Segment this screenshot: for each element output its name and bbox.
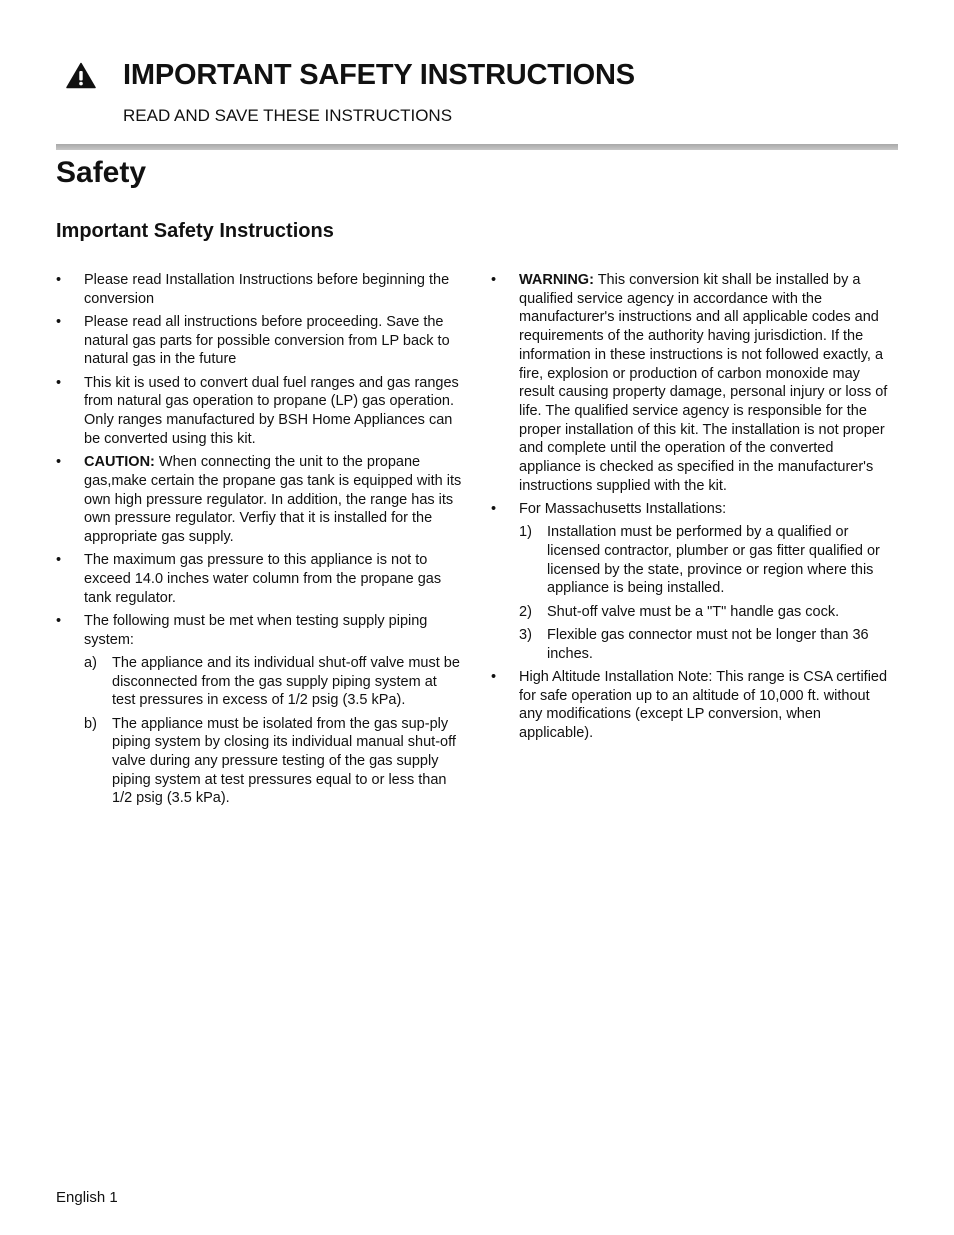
item-text: Shut-off valve must be a "T" handle gas cock.: [547, 603, 840, 620]
item-marker: a): [84, 654, 97, 671]
section-subheading: Important Safety Instructions: [56, 220, 334, 242]
item-text: The appliance must be isolated from the gas sup-ply piping system by closing its individual manual shut-off valve during any pressure testing of the gas supply piping system at test pressures equal to or less than 1/2 psig (3.5 kPa).: [112, 715, 456, 807]
right-column: [491, 271, 897, 747]
item-marker: 3): [519, 627, 532, 644]
item-text: High Altitude Installation Note: This range is CSA certified for safe operation up to an altitude of 10,000 ft. without any modifications (except LP conversion, when applicable).: [519, 669, 888, 742]
page-footer: English 1: [56, 1189, 118, 1206]
item-text: This conversion kit shall be installed by a qualified service agency in accordance with the manufacturer's instructions and all applicable codes and requirements of the authority having jurisdiction. If the information in these instructions is not followed exactly, a fire, explosion or production of carbon monoxide may result causing property damage, personal injury or loss of life. The qualified service agency is responsible for the proper installation of this kit. The installation is not proper and complete until the operation of the converted appliance is checked as specified in the manufacturer's instructions supplied with the kit.: [519, 272, 888, 494]
section-title: Safety: [56, 156, 147, 189]
list-item: [491, 271, 897, 495]
list-item: [56, 612, 462, 808]
list-item: [56, 551, 462, 607]
list-item: [56, 453, 462, 547]
page-subtitle: READ AND SAVE THESE INSTRUCTIONS: [123, 106, 453, 125]
sub-list-item: [519, 603, 897, 622]
item-text: The following must be met when testing supply piping system:: [84, 612, 428, 648]
left-column: [56, 271, 462, 813]
sub-list-item: [519, 523, 897, 598]
list-item: [491, 668, 897, 743]
warning-triangle-icon: [66, 62, 96, 89]
item-text: The maximum gas pressure to this appliance is not to exceed 14.0 inches water column from the propane gas tank regulator.: [84, 552, 442, 606]
item-marker: 2): [519, 603, 532, 620]
item-text: For Massachusetts Installations:: [519, 501, 727, 518]
item-text: Flexible gas connector must not be longer than 36 inches.: [547, 627, 869, 662]
caution-label: CAUTION:: [84, 454, 155, 471]
item-text: Please read Installation Instructions before beginning the conversion: [84, 272, 450, 307]
list-item: [491, 500, 897, 663]
sub-list: [84, 654, 462, 808]
sub-list-item: [84, 654, 462, 710]
header-divider: [56, 144, 898, 150]
list-item: [56, 313, 462, 369]
item-text: When connecting the unit to the propane gas,make certain the propane gas tank is equipped with its own high pressure regulator. In addition, the range has its own pressure regulator. Verfiy that it is installed for the appropriate gas supply.: [84, 454, 462, 545]
sub-list: [519, 523, 897, 663]
item-marker: 1): [519, 524, 532, 541]
list-item: [56, 374, 462, 449]
item-text: Please read all instructions before proceeding. Save the natural gas parts for possible conversion from LP back to natural gas in the future: [84, 314, 450, 368]
page-title: IMPORTANT SAFETY INSTRUCTIONS: [123, 59, 635, 91]
item-text: The appliance and its individual shut-off valve must be disconnected from the gas supply piping system at test pressures in excess of 1/2 psig (3.5 kPa).: [112, 654, 460, 709]
item-text: Installation must be performed by a qualified or licensed contractor, plumber or gas fitter qualified or licensed by the state, province or region where this appliance is being installed.: [547, 524, 880, 597]
sub-list-item: [519, 626, 897, 663]
item-marker: b): [84, 715, 97, 732]
warning-label: WARNING:: [519, 272, 594, 288]
sub-list-item: [84, 715, 462, 809]
list-item: [56, 271, 462, 308]
item-text: This kit is used to convert dual fuel ranges and gas ranges from natural gas operation to propane (LP) gas operation. Only ranges manufactured by BSH Home Appliances can be converted using this kit.: [84, 374, 459, 447]
